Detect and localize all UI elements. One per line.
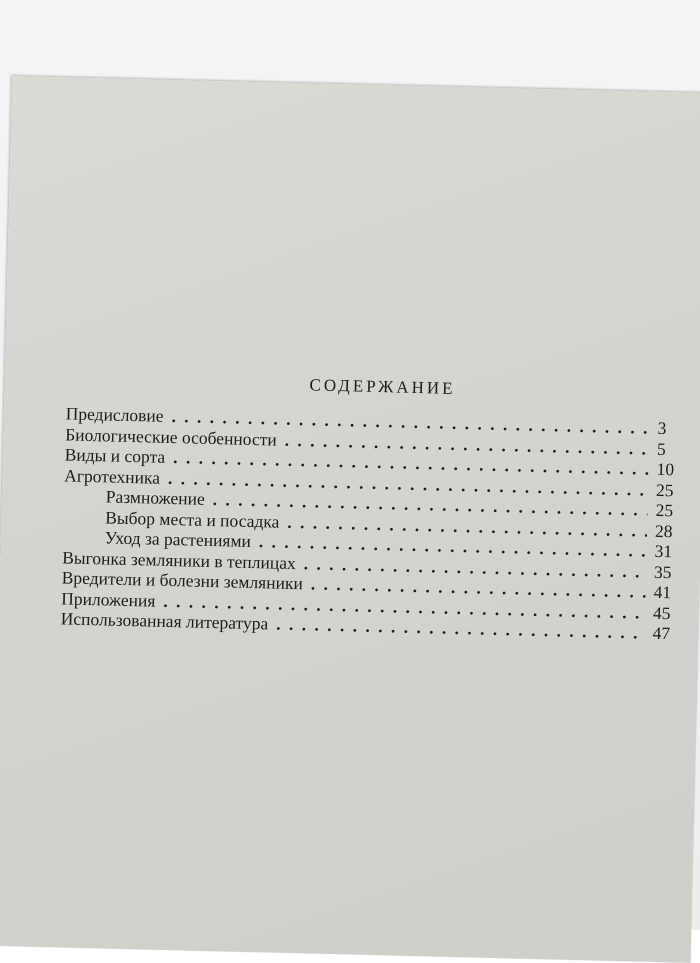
toc-list bbox=[61, 403, 686, 644]
toc-entry-label: Выгонка земляники в теплицах bbox=[62, 546, 297, 573]
toc-entry-page: 47 bbox=[652, 622, 671, 644]
toc-entry-page: 41 bbox=[653, 581, 672, 603]
toc-entry-label: Выбор места и посадка bbox=[105, 506, 280, 532]
toc-entry-label: Использованная литература bbox=[60, 608, 269, 634]
toc-entry-label: Уход за растениями bbox=[104, 527, 252, 551]
toc-entry-page: 45 bbox=[652, 602, 671, 623]
toc-entry-label: Биологические особенности bbox=[65, 423, 278, 450]
toc-entry-page: 3 bbox=[657, 417, 667, 439]
toc-entry-page: 35 bbox=[653, 561, 672, 582]
toc-entry-page: 28 bbox=[654, 520, 673, 541]
toc-entry-label: Предисловие bbox=[65, 403, 164, 426]
toc-entry-label: Приложения bbox=[61, 587, 156, 611]
toc-entry-label: Виды и сорта bbox=[64, 444, 166, 467]
toc-entry-label: Вредители и болезни земляники bbox=[61, 567, 304, 594]
table-of-contents bbox=[61, 369, 687, 644]
toc-entry-page: 31 bbox=[654, 540, 673, 562]
toc-entry-label: Размножение bbox=[105, 486, 206, 509]
toc-title: СОДЕРЖАНИЕ bbox=[309, 375, 456, 398]
toc-entry-page: 25 bbox=[655, 479, 674, 500]
toc-entry-page: 10 bbox=[656, 458, 675, 480]
toc-entry-label: Агротехника bbox=[64, 464, 161, 488]
toc-entry-page: 25 bbox=[655, 499, 674, 521]
book-page bbox=[0, 76, 700, 963]
toc-entry-page: 5 bbox=[656, 438, 667, 459]
